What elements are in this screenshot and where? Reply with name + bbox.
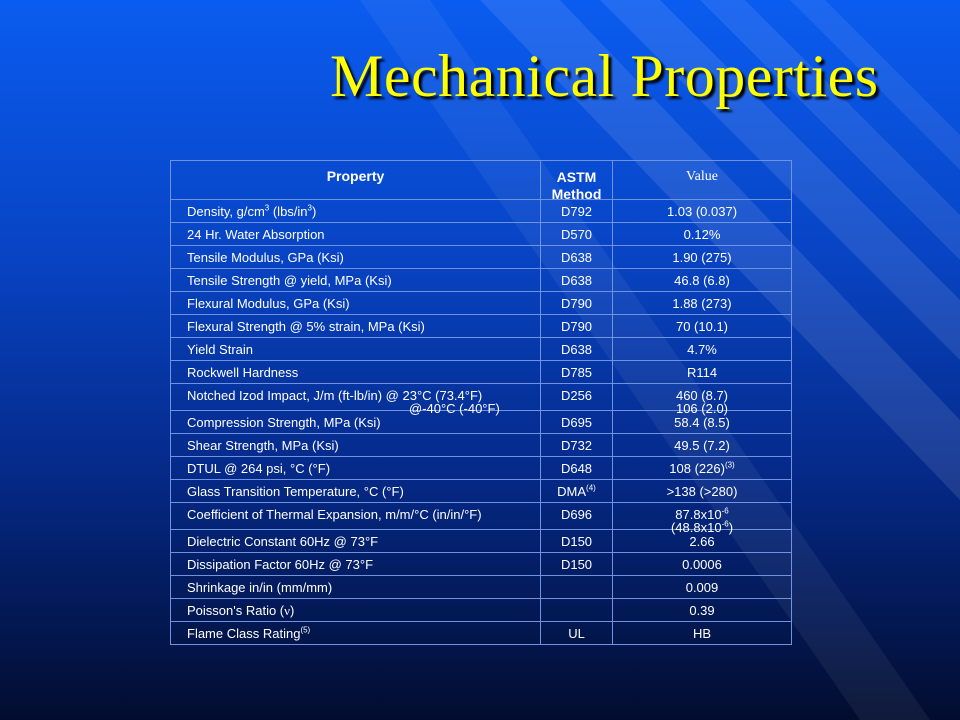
table-row xyxy=(171,269,792,292)
row-property: DTUL @ 264 psi, °C (°F) xyxy=(187,461,331,476)
row-value: >138 (>280) xyxy=(666,484,738,499)
table-row xyxy=(171,503,792,530)
table-row xyxy=(171,411,792,434)
row-method: D732 xyxy=(560,438,593,453)
row-property: Compression Strength, MPa (Ksi) xyxy=(187,415,381,430)
row-value: 4.7% xyxy=(687,342,717,357)
row-property: 24 Hr. Water Absorption xyxy=(187,227,325,242)
row-method: D638 xyxy=(560,273,593,288)
row-value: R114 xyxy=(686,365,718,380)
table-row xyxy=(171,480,792,503)
header-value: Value xyxy=(686,169,718,184)
table-row xyxy=(171,200,792,223)
row-property: Notched Izod Impact, J/m (ft-lb/in) @ 23°C (73.4°F) xyxy=(187,388,483,403)
row-value: 2.66 xyxy=(689,534,715,549)
row-method: D570 xyxy=(560,227,593,242)
row-property-line2: @-40°C (-40°F) xyxy=(409,401,500,416)
row-method: UL xyxy=(568,626,585,641)
header-method: ASTM Method xyxy=(551,169,602,202)
row-value: 46.8 (6.8) xyxy=(674,273,730,288)
table-row xyxy=(171,384,792,411)
table-row xyxy=(171,622,792,645)
row-value: HB xyxy=(692,626,712,641)
row-property: Flexural Modulus, GPa (Ksi) xyxy=(187,296,350,311)
table-row xyxy=(171,315,792,338)
row-value: $87.8x10^{-6}$ xyxy=(675,506,729,522)
table-row xyxy=(171,457,792,480)
table-row xyxy=(171,292,792,315)
row-value: 58.4 (8.5) xyxy=(674,415,730,430)
row-value: 108 $(226)^{(3)}$ xyxy=(669,460,735,476)
table-row xyxy=(171,553,792,576)
slide-title: Mechanical Properties xyxy=(330,43,879,109)
row-value: 1.88 (273) xyxy=(672,296,732,311)
row-property: Tensile Strength @ yield, MPa (Ksi) xyxy=(187,273,392,288)
row-value: 1.90 (275) xyxy=(672,250,732,265)
row-value: 0.0006 xyxy=(682,557,722,572)
row-method: DMA$^{(4)}$ xyxy=(557,483,596,499)
table-row xyxy=(171,599,792,622)
row-property: Coefficient of Thermal Expansion, m/m/°C (in/in/°F) xyxy=(187,507,482,522)
row-value: 49.5 (7.2) xyxy=(674,438,730,453)
row-value: 0.12% xyxy=(683,227,721,242)
row-value: 1.03 (0.037) xyxy=(666,204,738,219)
row-value: 70 (10.1) xyxy=(675,319,729,334)
row-method: D648 xyxy=(560,461,593,476)
row-method: D792 xyxy=(560,204,593,219)
table-row xyxy=(171,530,792,553)
row-property: Dielectric Constant 60Hz @ 73°F xyxy=(187,534,379,549)
header-property: Property xyxy=(326,168,385,184)
table-row xyxy=(171,223,792,246)
row-property: Shrinkage in/in (mm/mm) xyxy=(187,580,333,595)
table-row xyxy=(171,434,792,457)
row-value: 0.009 xyxy=(685,580,719,595)
table-row xyxy=(171,246,792,269)
row-property: Density, $g/cm^3$ $(lbs/in^3)$ xyxy=(187,203,317,219)
row-value: 460 (8.7) xyxy=(675,388,729,403)
row-property: Flexural Strength @ 5% strain, MPa (Ksi) xyxy=(187,319,425,334)
row-property: Rockwell Hardness xyxy=(187,365,299,380)
table-row xyxy=(171,361,792,384)
row-method: D790 xyxy=(560,296,593,311)
row-property: Tensile Modulus, GPa (Ksi) xyxy=(187,250,344,265)
row-method: D785 xyxy=(560,365,593,380)
row-method: D150 xyxy=(560,534,593,549)
row-value: 0.39 xyxy=(689,603,715,618)
row-method: D256 xyxy=(560,388,593,403)
row-method: D150 xyxy=(560,557,593,572)
row-property: Yield Strain xyxy=(187,342,253,357)
row-method: D638 xyxy=(560,250,593,265)
table-header-row xyxy=(171,161,792,200)
row-property: Poisson's Ratio (ν) xyxy=(187,603,295,618)
table-row xyxy=(171,338,792,361)
row-value-line2: 106 (2.0) xyxy=(675,401,729,416)
row-method: D695 xyxy=(560,415,593,430)
table-row xyxy=(171,576,792,599)
properties-table xyxy=(170,160,792,645)
row-method: D790 xyxy=(560,319,593,334)
row-value-line2: $(48.8x10^{-6})$ xyxy=(670,519,734,535)
row-method: D696 xyxy=(560,507,593,522)
row-method: D638 xyxy=(560,342,593,357)
row-property: Flame Class Rating$^{(5)}$ xyxy=(187,625,311,641)
row-property: Glass Transition Temperature, °C (°F) xyxy=(187,484,404,499)
row-property: Dissipation Factor 60Hz @ 73°F xyxy=(187,557,374,572)
row-property: Shear Strength, MPa (Ksi) xyxy=(187,438,339,453)
